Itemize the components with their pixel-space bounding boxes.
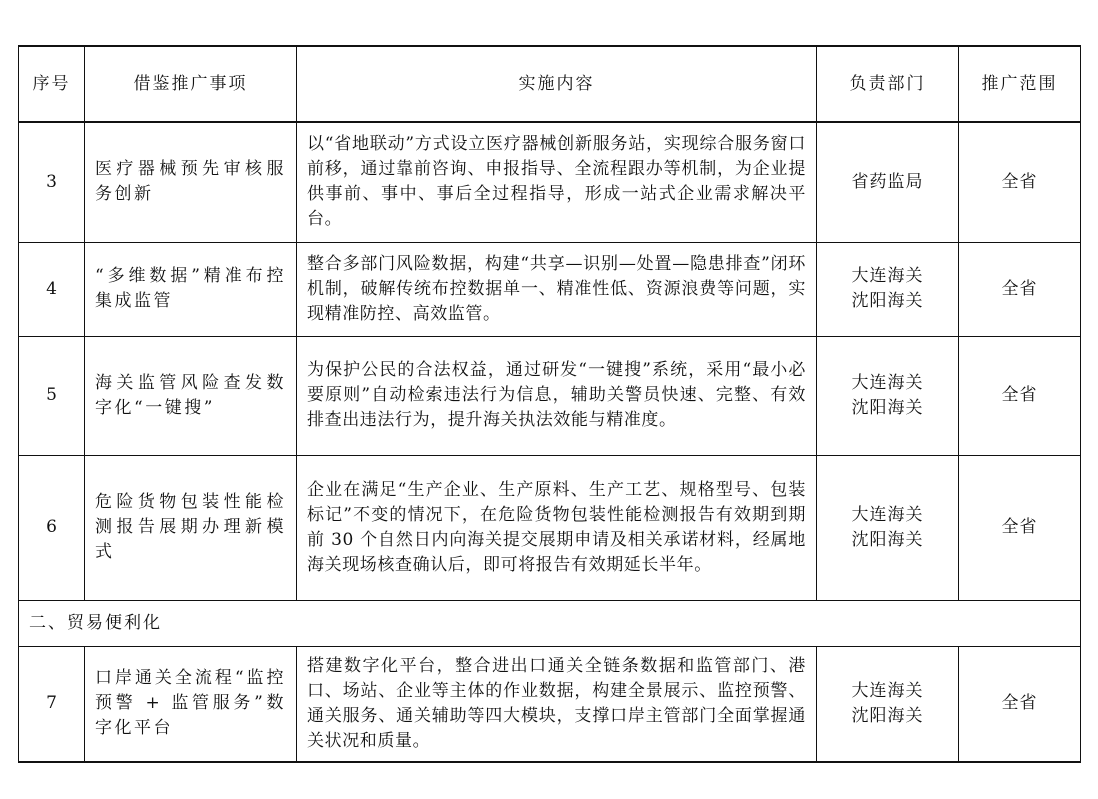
row-content: 为保护公民的合法权益，通过研发“一键搜”系统，采用“最小必要原则”自动检索违法行为信息，辅助关警员快速、完整、有效排查出违法行为，提升海关执法效能与精准度。 [297,336,817,455]
row-number: 6 [19,455,85,600]
row-scope: 全省 [959,242,1081,336]
header-content: 实施内容 [297,46,817,122]
row-scope: 全省 [959,122,1081,242]
dept-name: 沈阳海关 [851,397,924,418]
table-row [19,455,1081,600]
dept-name: 大连海关 [851,372,924,393]
row-dept [817,646,959,762]
dept-name: 省药监局 [851,171,924,192]
table-row [19,242,1081,336]
row-item: “多维数据”精准布控集成监管 [85,242,297,336]
dept-name: 大连海关 [851,266,924,286]
table-row [19,122,1081,242]
row-item: 海关监管风险查发数字化“一键搜” [85,336,297,455]
dept-name: 大连海关 [851,504,924,525]
row-number: 3 [19,122,85,242]
header-scope: 推广范围 [959,46,1081,122]
section-title: 二、贸易便利化 [19,600,1081,646]
row-scope: 全省 [959,455,1081,600]
row-item: 口岸通关全流程“监控预警 + 监管服务”数字化平台 [85,646,297,762]
row-content: 搭建数字化平台，整合进出口通关全链条数据和监管部门、港口、场站、企业等主体的作业数据，构建全景展示、监控预警、通关服务、通关辅助等四大模块，支撑口岸主管部门全面掌握通关状况和质量。 [297,646,817,762]
row-dept [817,122,959,242]
row-content: 企业在满足“生产企业、生产原料、生产工艺、规格型号、包装标记”不变的情况下，在危险货物包装性能检测报告有效期到期前 30 个自然日内向海关提交展期申请及相关承诺材料，经属地海关现场核查确认后，即可将报告有效期延长半年。 [297,455,817,600]
dept-name: 沈阳海关 [851,291,924,311]
dept-name: 沈阳海关 [851,705,924,726]
row-dept [817,455,959,600]
dept-name: 大连海关 [851,680,924,701]
table-row [19,336,1081,455]
row-scope: 全省 [959,336,1081,455]
row-scope: 全省 [959,646,1081,762]
row-content: 整合多部门风险数据，构建“共享—识别—处置—隐患排查”闭环机制，破解传统布控数据单一、精准性低、资源浪费等问题，实现精准防控、高效监管。 [297,242,817,336]
row-item: 危险货物包装性能检测报告展期办理新模式 [85,455,297,600]
table-header-row [19,46,1081,122]
row-dept [817,336,959,455]
row-item: 医疗器械预先审核服务创新 [85,122,297,242]
header-no: 序号 [19,46,85,122]
row-content: 以“省地联动”方式设立医疗器械创新服务站，实现综合服务窗口前移，通过靠前咨询、申报指导、全流程跟办等机制，为企业提供事前、事中、事后全过程指导，形成一站式企业需求解决平台。 [297,122,817,242]
row-number: 4 [19,242,85,336]
row-number: 7 [19,646,85,762]
table-row [19,646,1081,762]
header-item: 借鉴推广事项 [85,46,297,122]
section-row [19,600,1081,646]
policy-table [18,45,1081,763]
dept-name: 沈阳海关 [851,529,924,550]
row-dept [817,242,959,336]
header-dept: 负责部门 [817,46,959,122]
row-number: 5 [19,336,85,455]
